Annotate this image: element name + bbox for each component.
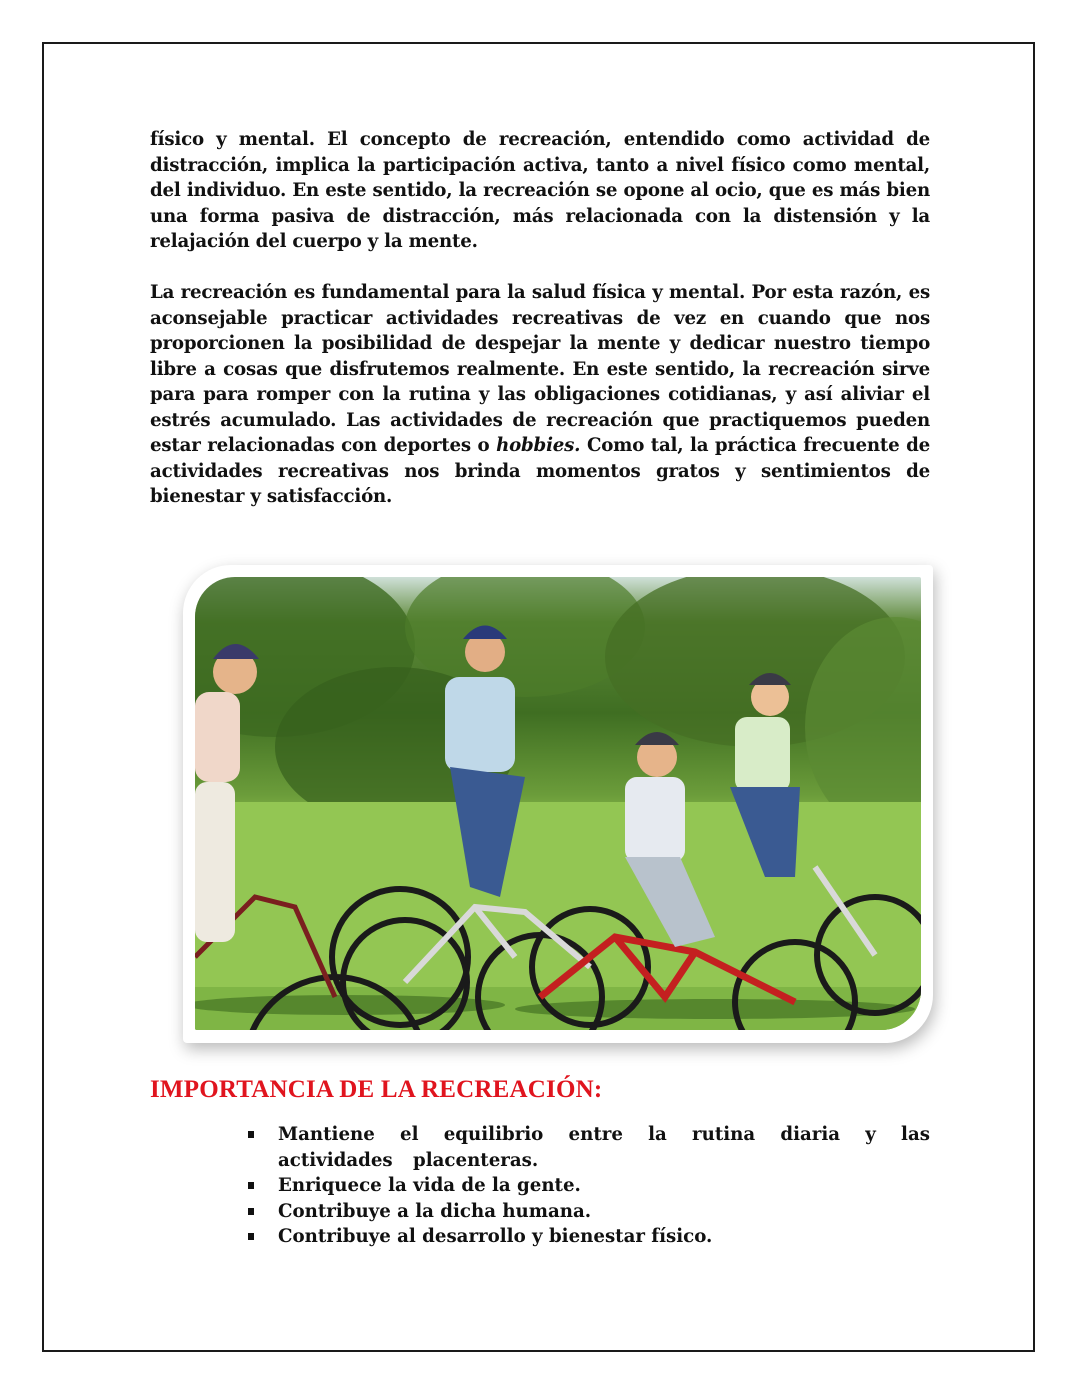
paragraph-text: Como tal, la práctica frecuente de actividades recreativas nos brinda momentos gratos y sentimientos de bienestar y satisfacción.: [150, 435, 930, 507]
photo-frame: [183, 565, 933, 1043]
list-item: Mantiene el equilibrio entre la rutina diaria y las actividades placenteras.: [244, 1122, 930, 1173]
list-item: Enriquece la vida de la gente.: [244, 1173, 930, 1199]
bullet-icon: [248, 1208, 254, 1215]
bullet-icon: [248, 1182, 254, 1189]
list-item: Contribuye a la dicha humana.: [244, 1199, 930, 1225]
paragraph-recreation-concept: físico y mental. El concepto de recreación, entendido como actividad de distracción, implica la participación activa, tanto a nivel físico como mental, del individuo. En este sentido, la recreación se opone al ocio, que es más bien una forma pasiva de distracción, más relacionada con la distensión y la relajación del cuerpo y la mente.: [150, 129, 930, 252]
bullet-icon: [248, 1233, 254, 1240]
importance-list: [244, 1122, 930, 1250]
cycling-illustration: [195, 577, 921, 1030]
italic-hobbies: hobbies.: [496, 435, 581, 456]
list-item: Contribuye al desarrollo y bienestar físico.: [244, 1224, 930, 1250]
section-heading: IMPORTANCIA DE LA RECREACIÓN:: [150, 1076, 603, 1103]
paragraph-recreation-importance: [150, 280, 930, 510]
paragraph-text: La recreación es fundamental para la salud física y mental. Por esta razón, es aconsejable practicar actividades recreativas de vez en cuando que nos proporcionen la posibilidad de despejar la mente y dedicar nuestro tiempo libre a cosas que disfrutemos realmente. En este sentido, la recreación sirve para para romper con la rutina y las obligaciones cotidianas, y así aliviar el estrés acumulado. Las actividades de recreación que practiquemos pueden estar relacionadas con deportes o: [150, 282, 930, 456]
family-cycling-photo: [195, 577, 921, 1030]
bullet-icon: [248, 1131, 254, 1138]
